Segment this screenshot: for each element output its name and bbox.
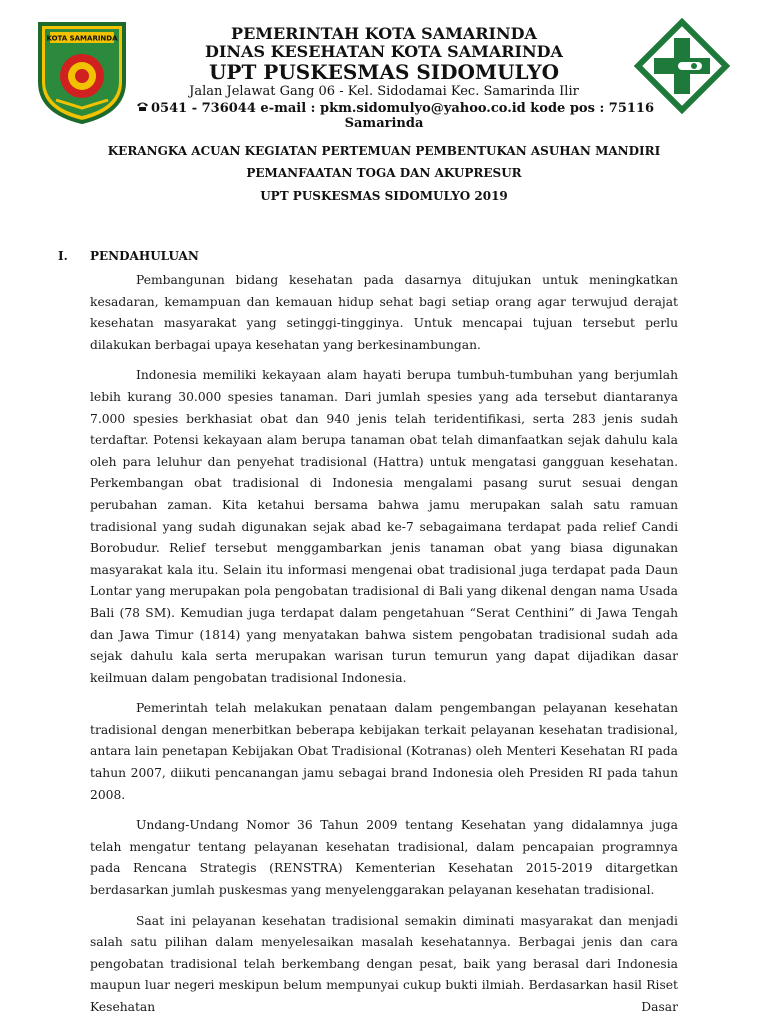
section-number: I. xyxy=(58,249,68,263)
paragraph: Indonesia memiliki kekayaan alam hayati berupa tumbuh-tumbuhan yang berjumlah lebih kurang 30.000 spesies tanaman. Dari jumlah spesies yang ada tersebut diantaranya 7.000 spesies berkhasiat obat dan 940 jenis telah teridentifikasi, serta 283 jenis sudah terdaftar. Potensi kekayaan alam berupa tanaman obat telah dimanfaatkan sejak dahulu kala oleh para leluhur dan penyehat tradisional (Hattra) untuk mengatasi gangguan kesehatan. Perkembangan obat tradisional di Indonesia mengalami pasang surut sesuai dengan perubahan zaman. Kita ketahui bersama bahwa jamu merupakan salah satu ramuan tradisional yang sudah digunakan sejak abad ke-7 sebagaimana terdapat pada relief Candi Borobudur. Relief tersebut menggambarkan jenis tanaman obat yang biasa digunakan masyarakat kala itu. Selain itu informasi mengenai obat tradisional juga terdapat pada Daun Lontar yang merupakan pola pengobatan tradisional di Bali yang dikenal dengan nama Usada Bali (78 SM). Kemudian juga terdapat dalam pengetahuan “Serat Centhini” di Jawa Tengah dan Jawa Timur (1814) yang menyatakan bahwa sistem pengobatan tradisional sudah ada sejak dahulu kala serta merupakan warisan turun temurun yang dapat dijadikan dasar keilmuan dalam pengobatan tradisional Indonesia. xyxy=(90,368,678,685)
emblem-text: KOTA SAMARINDA xyxy=(46,34,118,43)
document-title-line3: UPT PUSKESMAS SIDOMULYO 2019 xyxy=(260,189,508,203)
address: Jalan Jelawat Gang 06 - Kel. Sidodamai Kec. Samarinda Ilir xyxy=(189,84,579,99)
agency-name: DINAS KESEHATAN KOTA SAMARINDA xyxy=(205,42,563,61)
section-body xyxy=(90,270,678,1028)
document-title-line2: PEMANFAATAN TOGA DAN AKUPRESUR xyxy=(246,166,522,180)
institution-name: UPT PUSKESMAS SIDOMULYO xyxy=(208,60,559,84)
paragraph: Undang-Undang Nomor 36 Tahun 2009 tentang Kesehatan yang didalamnya juga telah mengatur tentang pelayanan kesehatan tradisional, dalam pencapaian programnya pada Rencana Strategis (RENSTRA) Kementerian Kesehatan 2015-2019 ditargetkan berdasarkan jumlah puskesmas yang menyelenggarakan pelayanan kesehatan tradisional. xyxy=(90,818,678,898)
puskesmas-logo-icon xyxy=(634,18,730,114)
contact-text: 0541 - 736044 e-mail : pkm.sidomulyo@yahoo.co.id kode pos : 75116 xyxy=(151,101,654,116)
paragraph: Saat ini pelayanan kesehatan tradisional semakin diminati masyarakat dan menjadi salah satu pilihan dalam menyelesaikan masalah kesehatannya. Berbagai jenis dan cara pengobatan tradisional telah berkembang dengan pesat, baik yang berasal dari Indonesia maupun luar negeri meskipun belum mempunyai cukup bukti ilmiah. Berdasarkan hasil Riset Kesehatan Dasar xyxy=(90,913,678,1014)
phone-icon xyxy=(136,100,149,116)
city: Samarinda xyxy=(344,116,424,131)
document-title-line1: KERANGKA ACUAN KEGIATAN PERTEMUAN PEMBENTUKAN ASUHAN MANDIRI xyxy=(107,144,661,158)
paragraph: Pemerintah telah melakukan penataan dalam pengembangan pelayanan kesehatan tradisional dengan menerbitkan beberapa kebijakan terkait pelayanan kesehatan tradisional, antara lain penetapan Kebijakan Obat Tradisional (Kotranas) oleh Menteri Kesehatan RI pada tahun 2007, diikuti pencanangan jamu sebagai brand Indonesia oleh Presiden RI pada tahun 2008. xyxy=(90,701,678,802)
section-title: PENDAHULUAN xyxy=(90,249,199,263)
contact-line xyxy=(136,100,656,116)
government-name: PEMERINTAH KOTA SAMARINDA xyxy=(231,24,537,43)
paragraph: Pembangunan bidang kesehatan pada dasarnya ditujukan untuk meningkatkan kesadaran, kemampuan dan kemauan hidup sehat bagi setiap orang agar terwujud derajat kesehatan masyarakat yang setinggi-tingginya. Untuk mencapai tujuan tersebut perlu dilakukan berbagai upaya kesehatan yang berkesinambungan. xyxy=(90,273,678,352)
